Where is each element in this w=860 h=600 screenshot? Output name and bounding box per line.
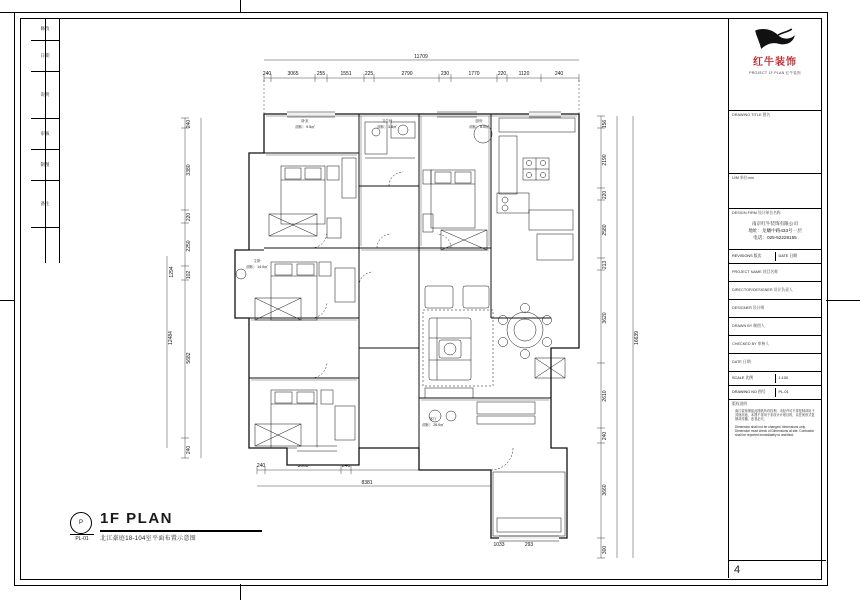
sheet-number: 4 <box>728 560 826 579</box>
company-address: 地址：龙蟠中路433号一层 <box>748 228 802 234</box>
svg-text:2790: 2790 <box>401 71 413 77</box>
company-phone: 电话：025-52228155 <box>753 234 797 240</box>
svg-text:293: 293 <box>524 542 534 548</box>
svg-text:面积：9.5㎡: 面积：9.5㎡ <box>295 125 315 129</box>
designer-label: DESIGNER 设计师 <box>732 305 765 310</box>
company-name-en: PROJECT 1F PLAN 红牛装饰 <box>749 71 801 75</box>
svg-text:3065: 3065 <box>287 71 299 77</box>
revision-cell: 日期 <box>31 41 59 72</box>
drawn-by-label: DRAWN BY 制图人 <box>732 323 765 328</box>
reg-mark-bottom <box>240 584 241 600</box>
svg-text:240: 240 <box>554 71 564 77</box>
svg-text:面积：3.8㎡: 面积：3.8㎡ <box>377 125 397 129</box>
title-block <box>728 18 821 578</box>
plan-description: 北江豪庭18-104室平面布置示意图 <box>100 536 197 542</box>
notes-title: 版权说明 <box>732 401 748 406</box>
checked-by-label: CHECKED BY 审核人 <box>732 341 770 346</box>
svg-text:240: 240 <box>341 463 351 469</box>
svg-text:16639: 16639 <box>634 331 640 345</box>
svg-text:300: 300 <box>602 545 608 555</box>
svg-text:1294: 1294 <box>169 266 175 278</box>
date-label: DATE 日期 <box>775 252 822 261</box>
svg-text:3663: 3663 <box>297 463 309 469</box>
svg-text:2190: 2190 <box>602 154 608 166</box>
svg-text:面积：14.0㎡: 面积：14.0㎡ <box>246 265 268 269</box>
revision-cell: 修改 <box>31 18 59 41</box>
reg-mark-right <box>826 300 860 301</box>
svg-text:240: 240 <box>256 463 266 469</box>
title-underline <box>100 530 262 532</box>
revision-cell: 制图 <box>31 150 59 181</box>
revision-cell: 备注 <box>31 181 59 228</box>
checked-by-row <box>729 336 821 354</box>
company-legal-name: 南京红牛装饰有限公司 <box>752 221 798 227</box>
svg-text:1770: 1770 <box>468 71 480 77</box>
project-name-row <box>729 264 821 282</box>
svg-text:1120: 1120 <box>518 71 530 77</box>
plan-code: PL-01 <box>70 534 94 542</box>
svg-text:240: 240 <box>602 431 608 441</box>
svg-text:255: 255 <box>316 71 326 77</box>
plan-code-letter: P <box>70 512 92 534</box>
svg-text:2250: 2250 <box>186 240 192 252</box>
svg-text:2610: 2610 <box>602 390 608 402</box>
date-field-label: DATE 日期 <box>732 359 751 364</box>
drawing-no-label: DRAWING NO 图号 <box>732 389 766 394</box>
drawing-no-row <box>729 386 821 400</box>
company-logo <box>729 18 821 111</box>
svg-text:240: 240 <box>186 119 192 129</box>
unit-row <box>729 174 821 209</box>
scale-row <box>729 372 821 386</box>
unit-label: U/M 单位mm <box>732 176 754 180</box>
project-name-label: PROJECT NAME 项目名称 <box>732 269 778 274</box>
page-title: 1F PLAN <box>100 510 174 527</box>
svg-text:240: 240 <box>186 445 192 455</box>
notes-row <box>729 400 821 441</box>
svg-text:102: 102 <box>186 270 192 280</box>
designer-row <box>729 300 821 318</box>
drawing-title-row <box>729 111 821 174</box>
svg-text:2580: 2580 <box>602 224 608 236</box>
svg-text:8381: 8381 <box>361 480 373 486</box>
date-row <box>729 354 821 372</box>
svg-text:3620: 3620 <box>602 312 608 324</box>
drawing-title-label: DRAWING TITLE 图名 <box>732 113 771 117</box>
revisions-label: REVISIONS 版次 <box>732 253 762 258</box>
reg-mark-left <box>0 300 14 301</box>
svg-text:客厅: 客厅 <box>429 417 437 421</box>
svg-text:11709: 11709 <box>414 54 428 60</box>
svg-text:卧室: 卧室 <box>301 119 309 123</box>
reg-mark-top <box>240 0 241 12</box>
svg-text:5682: 5682 <box>186 352 192 364</box>
svg-text:220: 220 <box>186 212 192 222</box>
director-row <box>729 282 821 300</box>
svg-text:220: 220 <box>602 190 608 200</box>
revisions-date-row <box>729 250 821 264</box>
revision-strip-second-column <box>45 18 60 263</box>
notes-text-cn: 南江装饰保留此图纸所有权利，未经许可不得复制或用于其他用途，本图不得用于非设计计划目的，以任何形式复制或传播，违者必究。 <box>735 408 815 421</box>
bull-logo-icon <box>752 26 798 52</box>
svg-text:12484: 12484 <box>168 331 174 345</box>
svg-text:1551: 1551 <box>340 71 352 77</box>
svg-text:厨房: 厨房 <box>475 119 483 123</box>
svg-text:230: 230 <box>440 71 450 77</box>
notes-text-en: Dimension shall not be changed, dimensions only. Dimension must check of Dimensions at site. Contractor shall be reported immediately to architect. <box>735 424 815 437</box>
svg-text:156: 156 <box>602 119 608 129</box>
svg-text:面积：8.0㎡: 面积：8.0㎡ <box>469 125 489 129</box>
reg-mark-left-upper <box>0 12 14 13</box>
svg-text:卫生间: 卫生间 <box>381 119 393 123</box>
design-firm-label: DESIGN FIRM 设计单位名称 <box>732 211 781 215</box>
scale-value: 1:100 <box>775 374 822 383</box>
drawn-by-row <box>729 318 821 336</box>
svg-text:240: 240 <box>262 71 272 77</box>
revision-cell: 审核 <box>31 119 59 150</box>
revision-cell: 说明 <box>31 72 59 119</box>
drawing-no-value: PL-01 <box>775 388 822 397</box>
svg-text:3660: 3660 <box>602 484 608 496</box>
svg-text:3380: 3380 <box>186 164 192 176</box>
svg-text:主卧: 主卧 <box>253 259 261 263</box>
floor-plan-drawing <box>59 18 721 578</box>
design-firm-row <box>729 209 821 250</box>
company-name-cn: 红牛装饰 <box>753 57 797 68</box>
svg-text:面积：26.0㎡: 面积：26.0㎡ <box>422 423 444 427</box>
svg-text:1033: 1033 <box>493 542 505 548</box>
svg-text:225: 225 <box>364 71 374 77</box>
scale-label: SCALE 比例 <box>732 375 754 380</box>
svg-text:213: 213 <box>602 260 608 270</box>
svg-text:220: 220 <box>497 71 507 77</box>
director-label: DIRECTOR/DESIGNER 设计负责人 <box>732 287 793 292</box>
